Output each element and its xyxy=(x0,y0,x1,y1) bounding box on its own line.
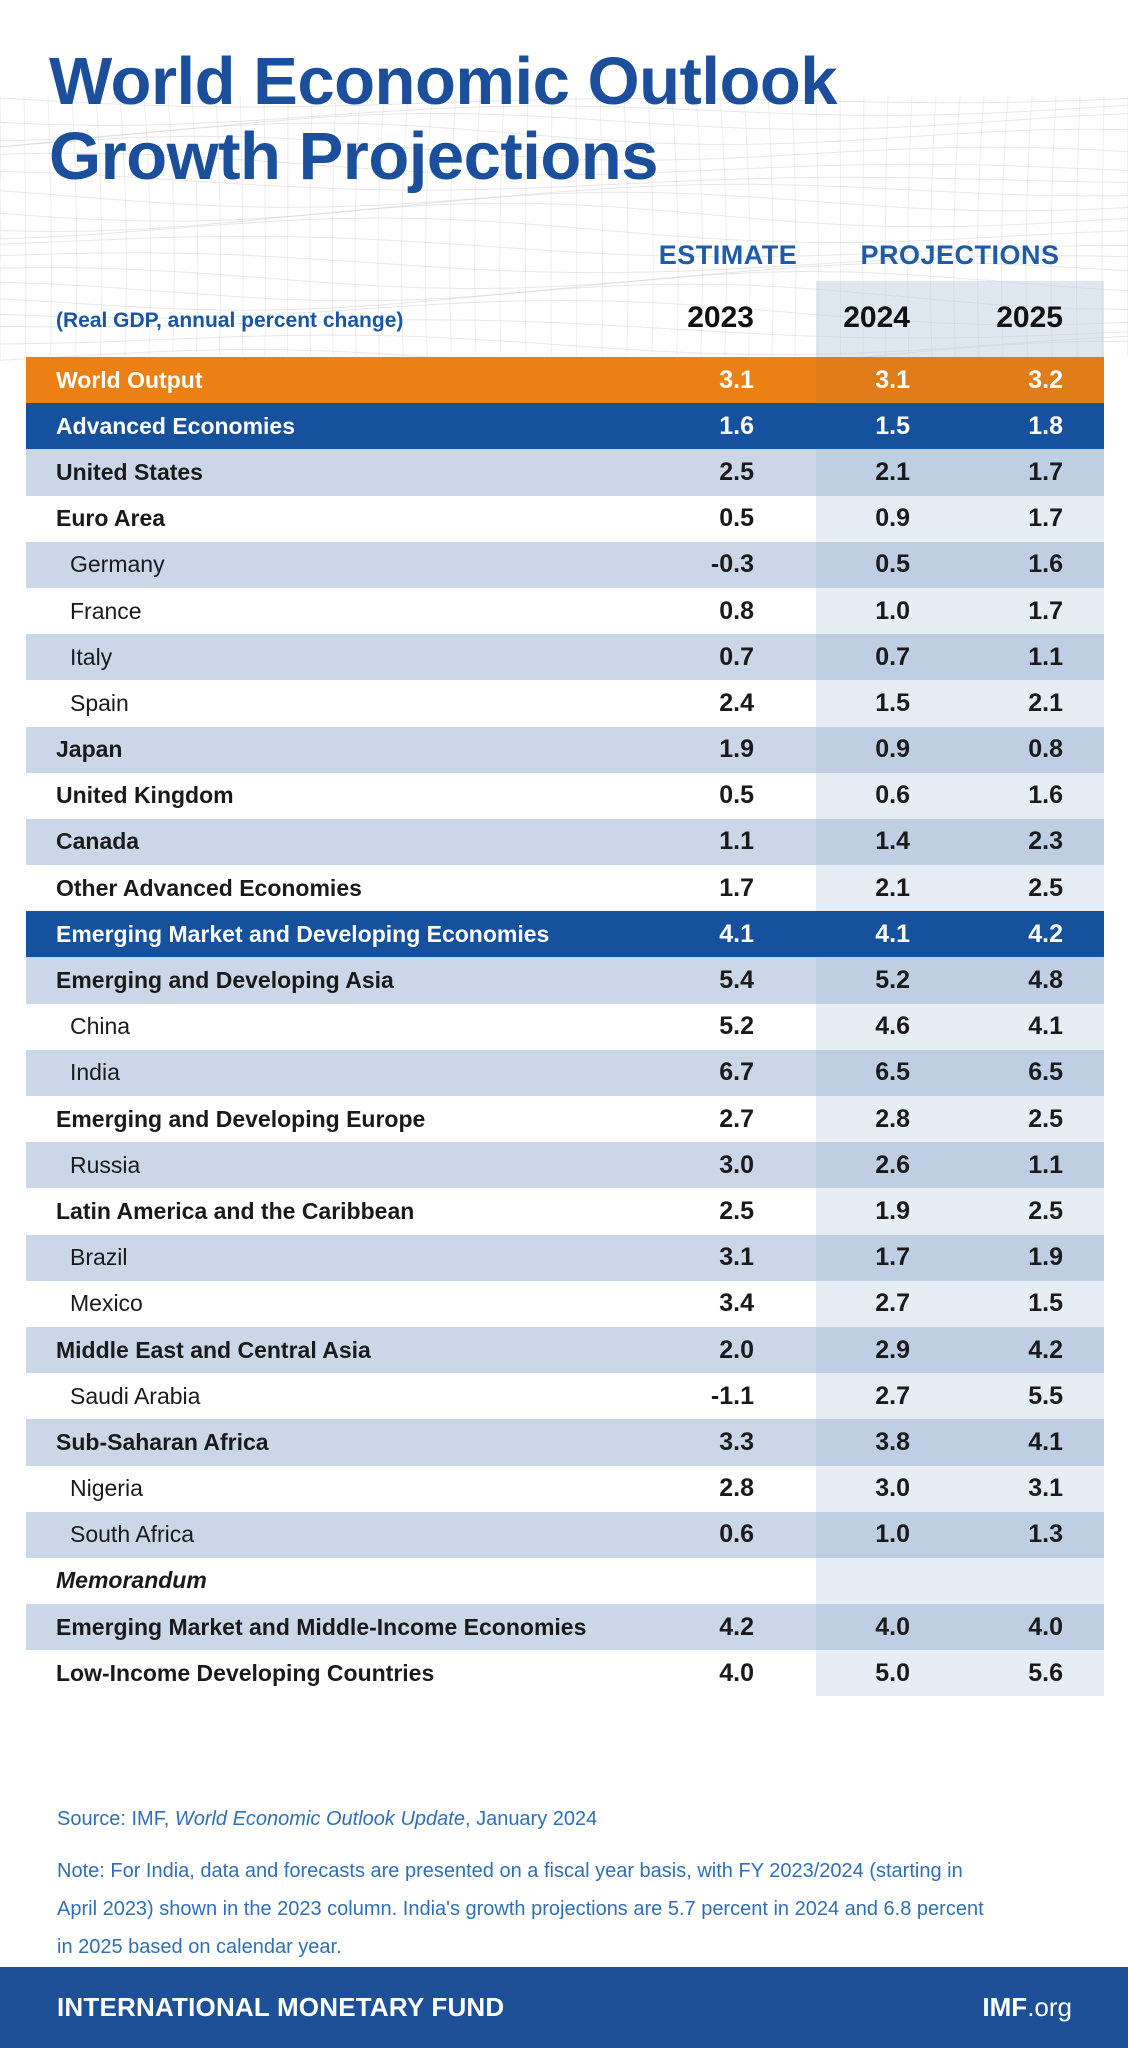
value-2025 xyxy=(960,1558,1104,1604)
value-2023: 3.3 xyxy=(640,1419,816,1465)
value-2025: 2.3 xyxy=(960,819,1104,865)
row-label: Brazil xyxy=(26,1235,640,1281)
value-2023: 3.0 xyxy=(640,1142,816,1188)
row-label: Nigeria xyxy=(26,1466,640,1512)
row-label: Emerging and Developing Europe xyxy=(26,1096,640,1142)
value-2024: 3.0 xyxy=(816,1466,960,1512)
table-row xyxy=(26,1142,1104,1188)
table-row xyxy=(26,403,1104,449)
table-row xyxy=(26,1558,1104,1604)
value-2025: 4.1 xyxy=(960,1419,1104,1465)
source-prefix: Source: IMF, xyxy=(57,1808,175,1830)
table-row xyxy=(26,1004,1104,1050)
table-row xyxy=(26,1466,1104,1512)
table-row xyxy=(26,819,1104,865)
value-2024: 2.9 xyxy=(816,1327,960,1373)
table-row xyxy=(26,1327,1104,1373)
table-row xyxy=(26,357,1104,403)
row-label: United Kingdom xyxy=(26,773,640,819)
row-label: Spain xyxy=(26,680,640,726)
value-2023: 0.8 xyxy=(640,588,816,634)
source-line xyxy=(57,1804,597,1834)
value-2025: 4.8 xyxy=(960,957,1104,1003)
row-label: Germany xyxy=(26,542,640,588)
value-2023: 2.7 xyxy=(640,1096,816,1142)
row-label: China xyxy=(26,1004,640,1050)
value-2023: 5.2 xyxy=(640,1004,816,1050)
column-group-estimate: ESTIMATE xyxy=(658,240,798,270)
value-2023: 2.5 xyxy=(640,449,816,495)
imf-wordmark: INTERNATIONAL MONETARY FUND xyxy=(57,1992,505,2022)
value-2025: 4.0 xyxy=(960,1604,1104,1650)
value-2024: 2.1 xyxy=(816,865,960,911)
value-2025: 1.1 xyxy=(960,1142,1104,1188)
value-2023: 2.0 xyxy=(640,1327,816,1373)
value-2023: 1.9 xyxy=(640,727,816,773)
value-2024: 0.7 xyxy=(816,634,960,680)
row-label: France xyxy=(26,588,640,634)
table-row xyxy=(26,588,1104,634)
year-2024-header: 2024 xyxy=(843,301,910,334)
table-row xyxy=(26,865,1104,911)
value-2023: 0.5 xyxy=(640,496,816,542)
note-line-2: April 2023) shown in the 2023 column. India's growth projections are 5.7 percent in 2024 and 6.8 percent xyxy=(57,1898,984,1920)
row-label: Latin America and the Caribbean xyxy=(26,1188,640,1234)
value-2025: 0.8 xyxy=(960,727,1104,773)
table-row xyxy=(26,496,1104,542)
table-row xyxy=(26,449,1104,495)
value-2025: 2.1 xyxy=(960,680,1104,726)
value-2024: 5.0 xyxy=(816,1650,960,1696)
value-2025: 1.7 xyxy=(960,449,1104,495)
page-title-line2: Growth Projections xyxy=(49,119,658,194)
table-row xyxy=(26,1050,1104,1096)
value-2024: 2.1 xyxy=(816,449,960,495)
value-2024: 3.8 xyxy=(816,1419,960,1465)
value-2023: -1.1 xyxy=(640,1373,816,1419)
page-title-line1: World Economic Outlook xyxy=(49,44,838,119)
value-2023: 2.4 xyxy=(640,680,816,726)
table-row xyxy=(26,1604,1104,1650)
value-2023: 4.0 xyxy=(640,1650,816,1696)
value-2023: 1.6 xyxy=(640,403,816,449)
value-2025: 4.1 xyxy=(960,1004,1104,1050)
value-2025: 3.2 xyxy=(960,357,1104,403)
table-row xyxy=(26,1235,1104,1281)
value-2024: 3.1 xyxy=(816,357,960,403)
row-label: Russia xyxy=(26,1142,640,1188)
value-2024: 2.7 xyxy=(816,1373,960,1419)
note-line-3: in 2025 based on calendar year. xyxy=(57,1936,342,1958)
value-2024: 2.6 xyxy=(816,1142,960,1188)
value-2024: 0.5 xyxy=(816,542,960,588)
table-row xyxy=(26,1650,1104,1696)
note-text xyxy=(57,1852,1047,1966)
value-2023: 3.1 xyxy=(640,1235,816,1281)
value-2024: 4.0 xyxy=(816,1604,960,1650)
value-2025: 2.5 xyxy=(960,865,1104,911)
value-2025: 1.7 xyxy=(960,496,1104,542)
value-2023: -0.3 xyxy=(640,542,816,588)
year-2023-header: 2023 xyxy=(687,301,754,334)
value-2024: 4.6 xyxy=(816,1004,960,1050)
table-row xyxy=(26,1512,1104,1558)
row-label: United States xyxy=(26,449,640,495)
value-2023: 1.7 xyxy=(640,865,816,911)
value-2024: 1.0 xyxy=(816,1512,960,1558)
table-subtitle: (Real GDP, annual percent change) xyxy=(56,309,404,332)
table-row xyxy=(26,1281,1104,1327)
value-2023: 4.1 xyxy=(640,911,816,957)
value-2025: 4.2 xyxy=(960,1327,1104,1373)
row-label: Euro Area xyxy=(26,496,640,542)
footer-bar xyxy=(0,1967,1128,2048)
value-2025: 5.6 xyxy=(960,1650,1104,1696)
row-label: Saudi Arabia xyxy=(26,1373,640,1419)
row-label: Emerging Market and Middle-Income Economies xyxy=(26,1604,640,1650)
value-2024: 1.4 xyxy=(816,819,960,865)
value-2025: 3.1 xyxy=(960,1466,1104,1512)
value-2023: 0.5 xyxy=(640,773,816,819)
note-line-1: Note: For India, data and forecasts are presented on a fiscal year basis, with FY 2023/2024 (starting in xyxy=(57,1860,963,1882)
row-label: Emerging and Developing Asia xyxy=(26,957,640,1003)
row-label: Emerging Market and Developing Economies xyxy=(26,911,640,957)
row-label: Italy xyxy=(26,634,640,680)
value-2023: 4.2 xyxy=(640,1604,816,1650)
value-2024: 0.9 xyxy=(816,727,960,773)
row-label: India xyxy=(26,1050,640,1096)
row-label: Middle East and Central Asia xyxy=(26,1327,640,1373)
value-2025: 1.6 xyxy=(960,773,1104,819)
value-2023: 0.7 xyxy=(640,634,816,680)
value-2024: 2.8 xyxy=(816,1096,960,1142)
table-row xyxy=(26,680,1104,726)
value-2025: 6.5 xyxy=(960,1050,1104,1096)
row-label: Memorandum xyxy=(26,1558,640,1604)
value-2023: 5.4 xyxy=(640,957,816,1003)
value-2025: 1.9 xyxy=(960,1235,1104,1281)
table-row xyxy=(26,542,1104,588)
value-2025: 1.5 xyxy=(960,1281,1104,1327)
value-2023: 3.4 xyxy=(640,1281,816,1327)
value-2024: 1.0 xyxy=(816,588,960,634)
table-row xyxy=(26,1188,1104,1234)
value-2024: 1.9 xyxy=(816,1188,960,1234)
table-row xyxy=(26,911,1104,957)
year-2025-header: 2025 xyxy=(996,301,1063,334)
value-2025: 1.1 xyxy=(960,634,1104,680)
imf-org-bold: IMF xyxy=(982,1992,1028,2022)
column-group-projections: PROJECTIONS xyxy=(860,240,1060,270)
table-row xyxy=(26,634,1104,680)
value-2023: 6.7 xyxy=(640,1050,816,1096)
row-label: World Output xyxy=(26,357,640,403)
value-2024 xyxy=(816,1558,960,1604)
value-2025: 5.5 xyxy=(960,1373,1104,1419)
value-2024: 0.6 xyxy=(816,773,960,819)
table-row xyxy=(26,1096,1104,1142)
value-2023: 1.1 xyxy=(640,819,816,865)
row-label: Low-Income Developing Countries xyxy=(26,1650,640,1696)
value-2025: 1.7 xyxy=(960,588,1104,634)
value-2024: 5.2 xyxy=(816,957,960,1003)
row-label: Japan xyxy=(26,727,640,773)
row-label: Canada xyxy=(26,819,640,865)
value-2023: 2.5 xyxy=(640,1188,816,1234)
value-2025: 1.8 xyxy=(960,403,1104,449)
value-2024: 1.7 xyxy=(816,1235,960,1281)
table-row xyxy=(26,727,1104,773)
value-2025: 4.2 xyxy=(960,911,1104,957)
source-suffix: , January 2024 xyxy=(464,1808,598,1830)
imf-org-suffix: .org xyxy=(1027,1992,1072,2022)
value-2024: 2.7 xyxy=(816,1281,960,1327)
value-2023 xyxy=(640,1558,816,1604)
value-2025: 1.6 xyxy=(960,542,1104,588)
table-row xyxy=(26,773,1104,819)
value-2023: 3.1 xyxy=(640,357,816,403)
row-label: Sub-Saharan Africa xyxy=(26,1419,640,1465)
table-row xyxy=(26,957,1104,1003)
year-header-row xyxy=(26,294,1104,336)
value-2024: 1.5 xyxy=(816,680,960,726)
row-label: Other Advanced Economies xyxy=(26,865,640,911)
source-publication: World Economic Outlook Update xyxy=(174,1808,465,1830)
growth-projections-table xyxy=(26,357,1104,1696)
value-2023: 2.8 xyxy=(640,1466,816,1512)
row-label: South Africa xyxy=(26,1512,640,1558)
value-2024: 0.9 xyxy=(816,496,960,542)
value-2024: 1.5 xyxy=(816,403,960,449)
row-label: Advanced Economies xyxy=(26,403,640,449)
table-row xyxy=(26,1373,1104,1419)
value-2023: 0.6 xyxy=(640,1512,816,1558)
page-title xyxy=(49,44,837,194)
value-2024: 4.1 xyxy=(816,911,960,957)
value-2025: 2.5 xyxy=(960,1096,1104,1142)
value-2025: 1.3 xyxy=(960,1512,1104,1558)
imf-org-link xyxy=(982,1992,1072,2023)
value-2024: 6.5 xyxy=(816,1050,960,1096)
value-2025: 2.5 xyxy=(960,1188,1104,1234)
row-label: Mexico xyxy=(26,1281,640,1327)
table-row xyxy=(26,1419,1104,1465)
